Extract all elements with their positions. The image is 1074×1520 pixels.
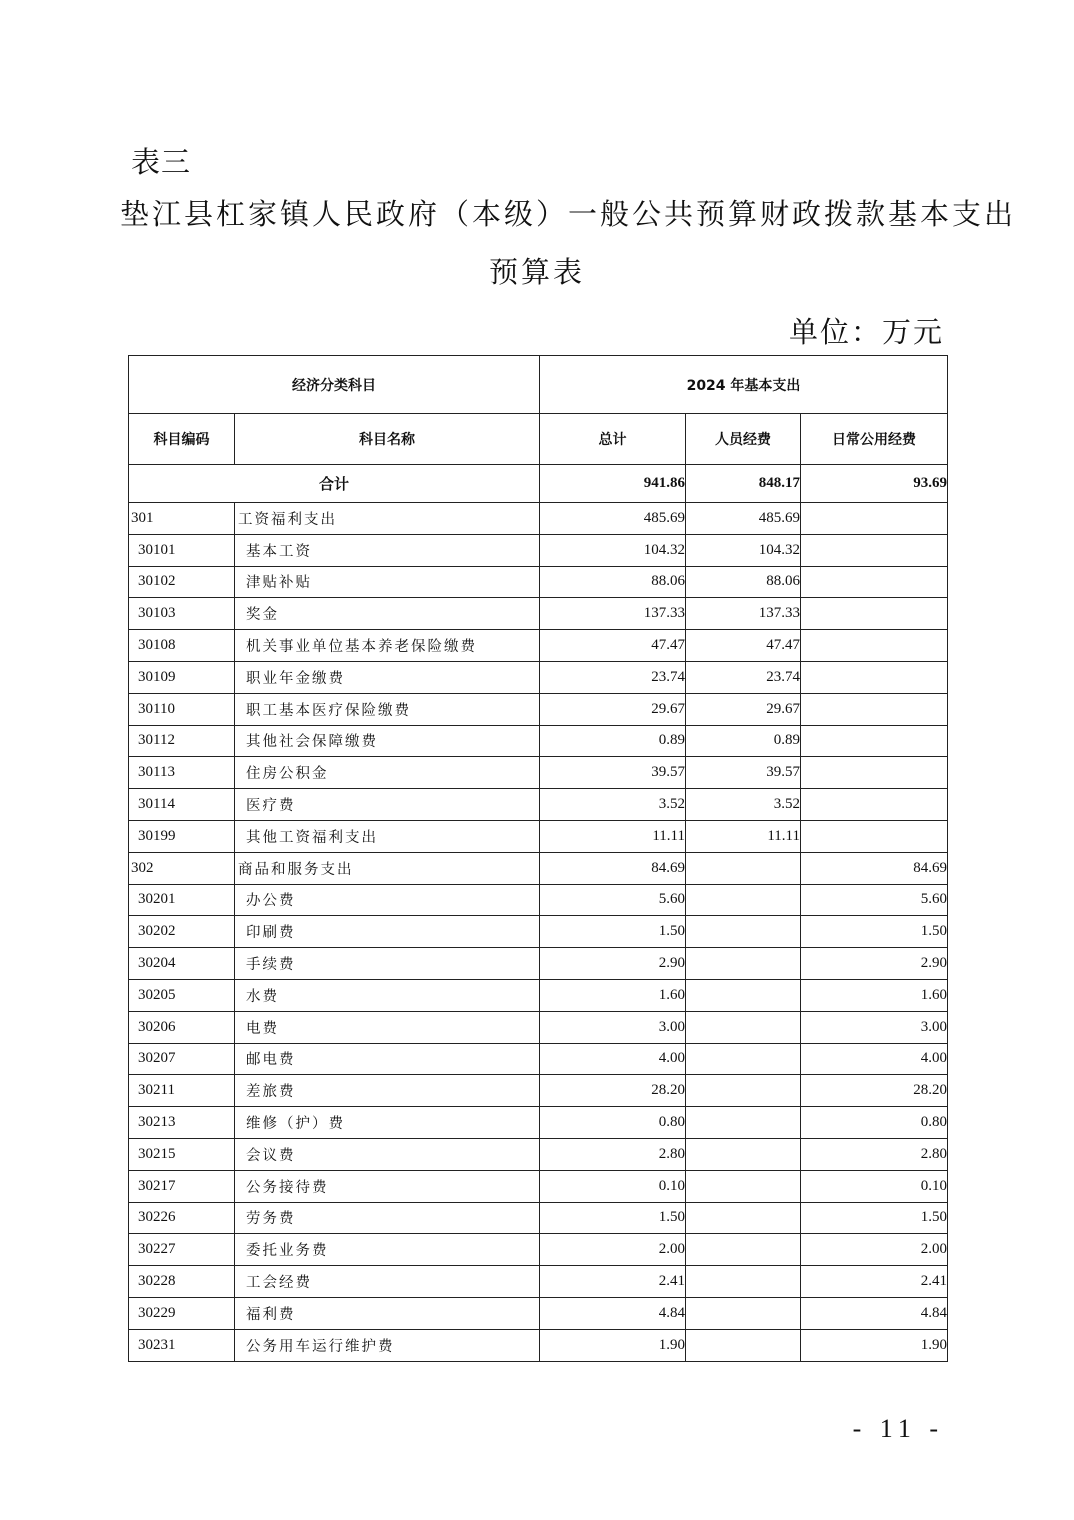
table-row [129, 566, 948, 598]
row-personnel: 3.52 [686, 789, 801, 821]
total-personnel: 848.17 [686, 465, 801, 503]
row-public: 28.20 [801, 1075, 948, 1107]
row-personnel [686, 948, 801, 980]
row-code: 30114 [129, 789, 235, 821]
header-year-basic: 2024 年基本支出 [540, 356, 948, 414]
row-personnel [686, 1266, 801, 1298]
row-total: 1.60 [540, 979, 686, 1011]
row-code: 30215 [129, 1138, 235, 1170]
row-public [801, 630, 948, 662]
row-code: 30217 [129, 1170, 235, 1202]
row-public [801, 725, 948, 757]
table-row [129, 1266, 948, 1298]
row-public: 4.84 [801, 1297, 948, 1329]
row-total: 1.50 [540, 916, 686, 948]
header-row-2 [129, 414, 948, 465]
row-code: 30201 [129, 884, 235, 916]
page-number: - 11 - [852, 1414, 944, 1443]
row-public: 1.50 [801, 1202, 948, 1234]
row-public [801, 757, 948, 789]
row-name: 维修（护）费 [235, 1107, 540, 1139]
row-name: 电费 [235, 1011, 540, 1043]
row-name: 商品和服务支出 [235, 852, 540, 884]
row-public: 2.41 [801, 1266, 948, 1298]
row-name: 其他社会保障缴费 [235, 725, 540, 757]
row-total: 47.47 [540, 630, 686, 662]
row-name: 工资福利支出 [235, 503, 540, 535]
row-name: 职业年金缴费 [235, 661, 540, 693]
row-personnel [686, 1329, 801, 1361]
row-public [801, 534, 948, 566]
row-name: 职工基本医疗保险缴费 [235, 693, 540, 725]
row-total: 29.67 [540, 693, 686, 725]
row-public: 2.90 [801, 948, 948, 980]
header-row-1 [129, 356, 948, 414]
table-row [129, 820, 948, 852]
header-total: 总计 [540, 414, 686, 465]
row-code: 30102 [129, 566, 235, 598]
row-total: 84.69 [540, 852, 686, 884]
row-name: 委托业务费 [235, 1234, 540, 1266]
row-total: 2.80 [540, 1138, 686, 1170]
table-row [129, 1170, 948, 1202]
row-name: 住房公积金 [235, 757, 540, 789]
row-public: 1.50 [801, 916, 948, 948]
row-code: 30213 [129, 1107, 235, 1139]
row-code: 30204 [129, 948, 235, 980]
table-row [129, 979, 948, 1011]
row-total: 28.20 [540, 1075, 686, 1107]
row-personnel: 11.11 [686, 820, 801, 852]
row-total: 137.33 [540, 598, 686, 630]
row-total: 2.00 [540, 1234, 686, 1266]
row-code: 30110 [129, 693, 235, 725]
row-name: 工会经费 [235, 1266, 540, 1298]
row-code: 30199 [129, 820, 235, 852]
row-public: 1.90 [801, 1329, 948, 1361]
row-personnel: 88.06 [686, 566, 801, 598]
header-name: 科目名称 [235, 414, 540, 465]
row-personnel [686, 1297, 801, 1329]
row-total: 2.90 [540, 948, 686, 980]
row-name: 其他工资福利支出 [235, 820, 540, 852]
row-personnel: 104.32 [686, 534, 801, 566]
unit-label: 单位：万元 [788, 315, 944, 349]
row-public: 2.00 [801, 1234, 948, 1266]
row-code: 301 [129, 503, 235, 535]
row-code: 30229 [129, 1297, 235, 1329]
row-total: 4.84 [540, 1297, 686, 1329]
row-code: 30207 [129, 1043, 235, 1075]
table-row [129, 1234, 948, 1266]
row-personnel [686, 1107, 801, 1139]
row-personnel [686, 1170, 801, 1202]
row-total: 5.60 [540, 884, 686, 916]
row-total: 39.57 [540, 757, 686, 789]
table-row [129, 1138, 948, 1170]
row-code: 30103 [129, 598, 235, 630]
row-name: 机关事业单位基本养老保险缴费 [235, 630, 540, 662]
row-personnel: 47.47 [686, 630, 801, 662]
table-row [129, 757, 948, 789]
table-row [129, 789, 948, 821]
row-total: 485.69 [540, 503, 686, 535]
table-row [129, 1075, 948, 1107]
table-row [129, 503, 948, 535]
row-name: 公务用车运行维护费 [235, 1329, 540, 1361]
row-personnel: 485.69 [686, 503, 801, 535]
row-code: 30202 [129, 916, 235, 948]
row-public [801, 566, 948, 598]
row-name: 手续费 [235, 948, 540, 980]
row-total: 0.80 [540, 1107, 686, 1139]
row-public: 4.00 [801, 1043, 948, 1075]
row-code: 30206 [129, 1011, 235, 1043]
total-row [129, 465, 948, 503]
table-row [129, 852, 948, 884]
row-code: 30227 [129, 1234, 235, 1266]
row-code: 30226 [129, 1202, 235, 1234]
row-total: 3.00 [540, 1011, 686, 1043]
row-personnel [686, 979, 801, 1011]
table-row [129, 916, 948, 948]
row-personnel [686, 852, 801, 884]
document-title: 垫江县杠家镇人民政府（本级）一般公共预算财政拨款基本支出 [120, 197, 1017, 231]
row-total: 4.00 [540, 1043, 686, 1075]
row-personnel [686, 1043, 801, 1075]
row-public: 2.80 [801, 1138, 948, 1170]
row-name: 医疗费 [235, 789, 540, 821]
row-total: 2.41 [540, 1266, 686, 1298]
row-name: 印刷费 [235, 916, 540, 948]
row-code: 302 [129, 852, 235, 884]
header-personnel: 人员经费 [686, 414, 801, 465]
row-public [801, 598, 948, 630]
row-code: 30112 [129, 725, 235, 757]
row-name: 水费 [235, 979, 540, 1011]
row-code: 30108 [129, 630, 235, 662]
budget-table [128, 355, 948, 1362]
table-row [129, 534, 948, 566]
row-personnel [686, 1234, 801, 1266]
document-title-continued: 预算表 [488, 255, 585, 289]
row-total: 0.10 [540, 1170, 686, 1202]
table-row [129, 948, 948, 980]
row-name: 邮电费 [235, 1043, 540, 1075]
table-row [129, 630, 948, 662]
table-row [129, 1297, 948, 1329]
row-code: 30205 [129, 979, 235, 1011]
row-public: 3.00 [801, 1011, 948, 1043]
row-code: 30113 [129, 757, 235, 789]
table-row [129, 1011, 948, 1043]
table-row [129, 1329, 948, 1361]
row-total: 11.11 [540, 820, 686, 852]
row-total: 3.52 [540, 789, 686, 821]
row-personnel [686, 916, 801, 948]
total-public: 93.69 [801, 465, 948, 503]
row-public: 84.69 [801, 852, 948, 884]
row-public [801, 503, 948, 535]
table-row [129, 598, 948, 630]
row-public: 0.10 [801, 1170, 948, 1202]
row-personnel [686, 1075, 801, 1107]
row-total: 104.32 [540, 534, 686, 566]
row-name: 差旅费 [235, 1075, 540, 1107]
header-econ-class: 经济分类科目 [129, 356, 540, 414]
row-personnel: 137.33 [686, 598, 801, 630]
row-total: 23.74 [540, 661, 686, 693]
table-row [129, 693, 948, 725]
row-code: 30231 [129, 1329, 235, 1361]
row-name: 津贴补贴 [235, 566, 540, 598]
table-row [129, 884, 948, 916]
row-personnel: 29.67 [686, 693, 801, 725]
row-public: 0.80 [801, 1107, 948, 1139]
row-name: 公务接待费 [235, 1170, 540, 1202]
total-sum: 941.86 [540, 465, 686, 503]
row-public [801, 789, 948, 821]
row-total: 1.50 [540, 1202, 686, 1234]
row-personnel [686, 1138, 801, 1170]
row-name: 办公费 [235, 884, 540, 916]
row-code: 30211 [129, 1075, 235, 1107]
row-name: 基本工资 [235, 534, 540, 566]
table-row [129, 725, 948, 757]
row-personnel [686, 1202, 801, 1234]
row-name: 会议费 [235, 1138, 540, 1170]
row-personnel [686, 1011, 801, 1043]
row-public [801, 820, 948, 852]
total-label: 合计 [129, 465, 540, 503]
table-label: 表三 [131, 145, 192, 179]
row-personnel: 23.74 [686, 661, 801, 693]
table-row [129, 1043, 948, 1075]
row-personnel [686, 884, 801, 916]
table-row [129, 661, 948, 693]
row-code: 30109 [129, 661, 235, 693]
table-row [129, 1202, 948, 1234]
row-public [801, 661, 948, 693]
row-total: 0.89 [540, 725, 686, 757]
row-name: 劳务费 [235, 1202, 540, 1234]
row-name: 奖金 [235, 598, 540, 630]
row-total: 88.06 [540, 566, 686, 598]
row-code: 30228 [129, 1266, 235, 1298]
row-public: 1.60 [801, 979, 948, 1011]
row-public [801, 693, 948, 725]
header-public: 日常公用经费 [801, 414, 948, 465]
row-personnel: 0.89 [686, 725, 801, 757]
row-code: 30101 [129, 534, 235, 566]
row-total: 1.90 [540, 1329, 686, 1361]
row-public: 5.60 [801, 884, 948, 916]
header-code: 科目编码 [129, 414, 235, 465]
row-name: 福利费 [235, 1297, 540, 1329]
row-personnel: 39.57 [686, 757, 801, 789]
table-row [129, 1107, 948, 1139]
